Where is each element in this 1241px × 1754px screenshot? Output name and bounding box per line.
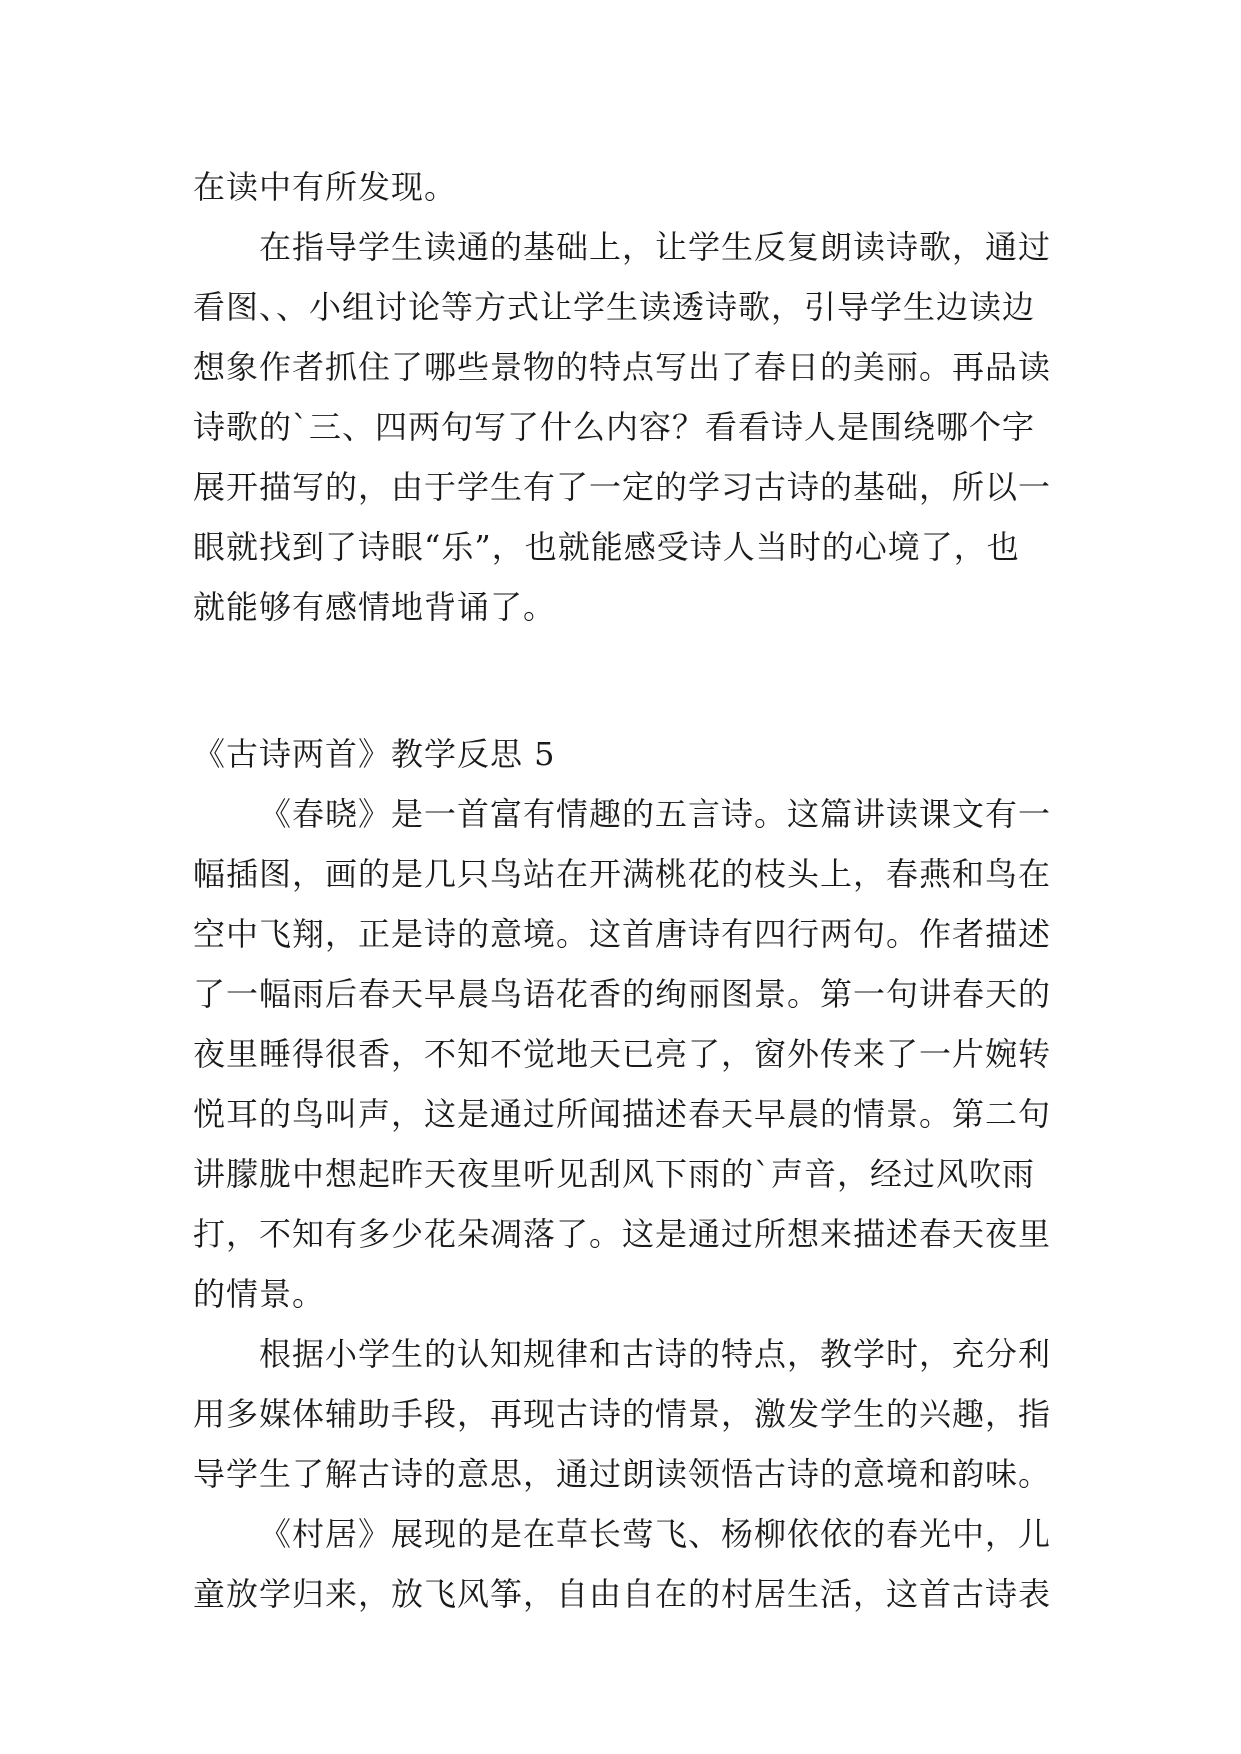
text-line: 童放学归来，放飞风筝，自由自在的村居生活，这首古诗表	[193, 1575, 1052, 1613]
text-line: 幅插图，画的是几只鸟站在开满桃花的枝头上，春燕和鸟在	[193, 855, 1052, 893]
text-line: 夜里睡得很香，不知不觉地天已亮了，窗外传来了一片婉转	[193, 1035, 1052, 1073]
text-line: 《春晓》是一首富有情趣的五言诗。这篇讲读课文有一	[259, 795, 1052, 833]
text-line: 在读中有所发现。	[193, 168, 458, 206]
paragraph-reading-guidance	[193, 217, 1063, 637]
text-line: 用多媒体辅助手段，再现古诗的情景，激发学生的兴趣，指	[193, 1395, 1052, 1433]
text-line: 就能够有感情地背诵了。	[193, 588, 557, 626]
text-line: 《村居》展现的是在草长莺飞、杨柳依依的春光中，儿	[259, 1515, 1052, 1553]
text-line: 空中飞翔，正是诗的意境。这首唐诗有四行两句。作者描述	[193, 915, 1052, 953]
text-line: 导学生了解古诗的意思，通过朗读领悟古诗的意境和韵味。	[193, 1455, 1052, 1493]
text-line: 悦耳的鸟叫声，这是通过所闻描述春天早晨的情景。第二句	[193, 1095, 1052, 1133]
text-line: 打，不知有多少花朵凋落了。这是通过所想来描述春天夜里	[193, 1215, 1052, 1253]
text-line: 的情景。	[193, 1275, 326, 1313]
text-line: 讲朦胧中想起昨天夜里听见刮风下雨的`声音，经过风吹雨	[193, 1155, 1036, 1193]
paragraph-teaching-method	[193, 1324, 1063, 1504]
section-heading: 《古诗两首》教学反思 5	[193, 735, 556, 773]
document-body	[193, 157, 1063, 1624]
section-gap	[193, 637, 1063, 724]
text-line: 了一幅雨后春天早晨鸟语花香的绚丽图景。第一句讲春天的	[193, 975, 1052, 1013]
paragraph-continuation	[193, 157, 1063, 217]
text-line: 展开描写的，由于学生有了一定的学习古诗的基础，所以一	[193, 468, 1052, 506]
text-line: 在指导学生读通的基础上，让学生反复朗读诗歌，通过	[259, 228, 1052, 266]
text-line: 想象作者抓住了哪些景物的特点写出了春日的美丽。再品读	[193, 348, 1052, 386]
text-line: 根据小学生的认知规律和古诗的特点，教学时，充分利	[259, 1335, 1052, 1373]
text-line: 眼就找到了诗眼“乐”，也就能感受诗人当时的心境了，也	[193, 528, 1020, 566]
text-line: 诗歌的`三、四两句写了什么内容？看看诗人是围绕哪个字	[193, 408, 1036, 446]
paragraph-chunxiao	[193, 784, 1063, 1324]
text-line: 看图、、小组讨论等方式让学生读透诗歌，引导学生边读边	[193, 288, 1036, 326]
paragraph-cunju	[193, 1504, 1063, 1624]
